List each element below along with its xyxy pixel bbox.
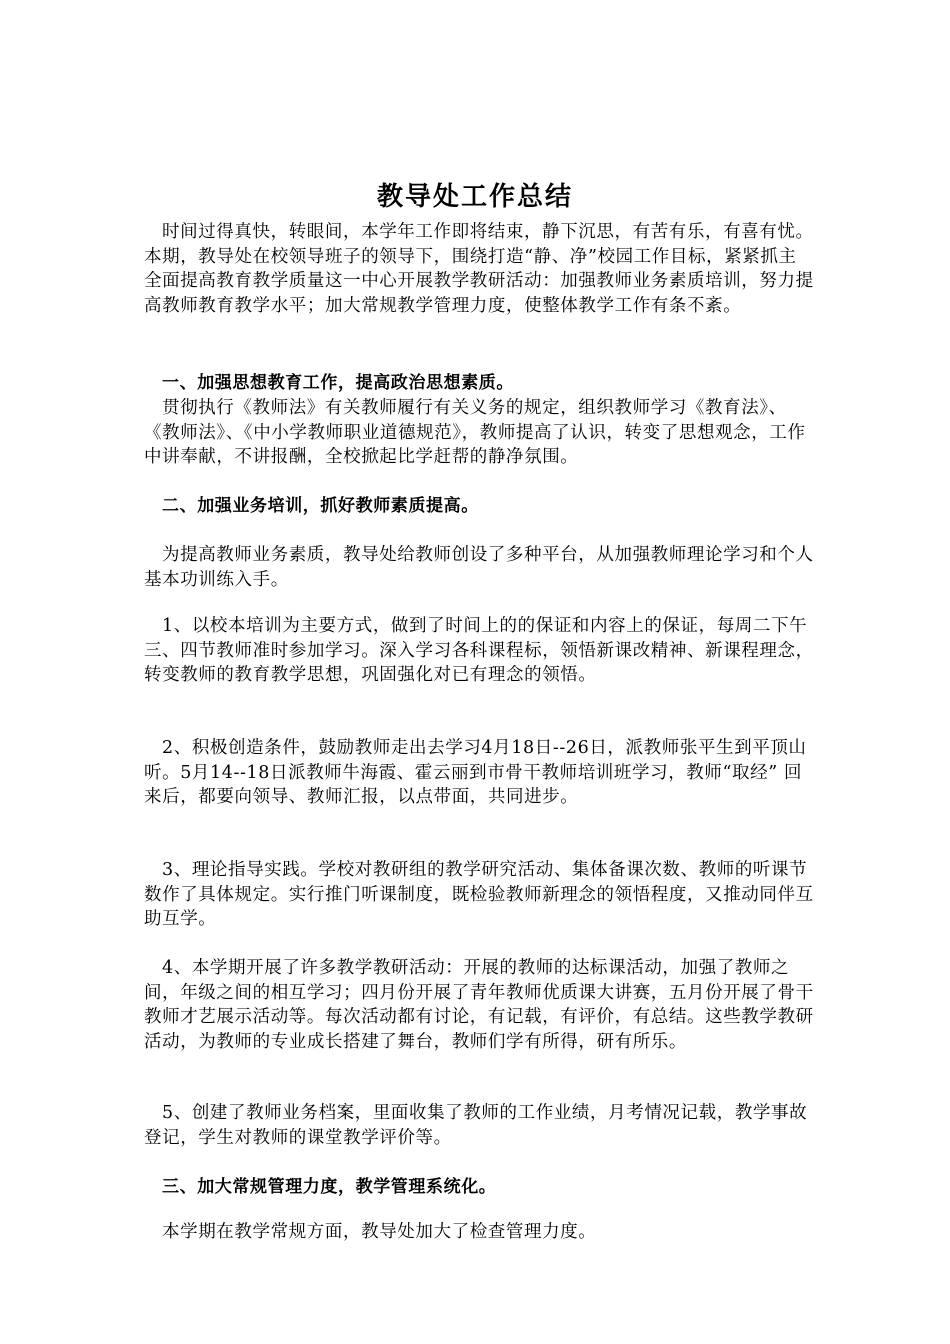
section-heading-1: 一、加强思想教育工作，提高政治思想素质。 [162,373,514,393]
list-item-3: 3、理论指导实践。学校对教研组的教学研究活动、集体备课次数、教师的听课节数作了具体规定。实行推门听课制度，既检验教师新理念的领悟程度，又推动同伴互助互学。 [144,860,814,929]
intro-paragraph: 时间过得真快，转眼间，本学年工作即将结束，静下沉思，有苦有乐，有喜有忧。本期，教导处在校领导班子的领导下，围绕打造“静、净”校园工作目标，紧紧抓主全面提高教育教学质量这一中心开展教学教研活动：加强教师业务素质培训，努力提高教师教育教学水平；加大常规教学管理力度，使整体教学工作有条不紊。 [144,222,814,316]
list-item-1: 1、以校本培训为主要方式，做到了时间上的的保证和内容上的保证，每周二下午三、四节教师准时参加学习。深入学习各科课程标，领悟新课改精神、新课程理念，转变教师的教育教学思想，巩固强化对已有理念的领悟。 [144,616,814,685]
document-title: 教导处工作总结 [376,182,573,212]
section-heading-3: 三、加大常规管理力度，教学管理系统化。 [162,1177,497,1197]
list-item-4: 4、本学期开展了许多教学教研活动：开展的教师的达标课活动，加强了教师之间，年级之间的相互学习；四月份开展了青年教师优质课大讲赛，五月份开展了骨干教师才艺展示活动等。每次活动都有讨论，有记载，有评价，有总结。这些教学教研活动，为教师的专业成长搭建了舞台，教师们学有所得，研有所乐。 [144,958,814,1052]
section-heading-2: 二、加强业务培训，抓好教师素质提高。 [162,496,479,516]
section-3-paragraph: 本学期在教学常规方面，教导处加大了检查管理力度。 [162,1222,597,1242]
list-item-2: 2、积极创造条件，鼓励教师走出去学习4月18日--26日，派教师张平生到平顶山听。5月14--18日派教师牛海霞、霍云丽到市骨干教师培训班学习，教师“取经” 回来后，都要向领导、教师汇报，以点带面，共同进步。 [144,738,807,807]
section-2-intro-paragraph: 为提高教师业务素质，教导处给教师创设了多种平台，从加强教师理论学习和个人基本功训练入手。 [144,545,814,590]
section-1-paragraph: 贯彻执行《教师法》有关教师履行有关义务的规定，组织教师学习《教育法》、《教师法》、《中小学教师职业道德规范》，教师提高了认识，转变了思想观念，工作中讲奉献，不讲报酬，全校掀起比学赶帮的静净氛围。 [144,398,806,467]
list-item-5: 5、创建了教师业务档案，里面收集了教师的工作业绩，月考情况记载，教学事故登记，学生对教师的课堂教学评价等。 [144,1103,808,1148]
